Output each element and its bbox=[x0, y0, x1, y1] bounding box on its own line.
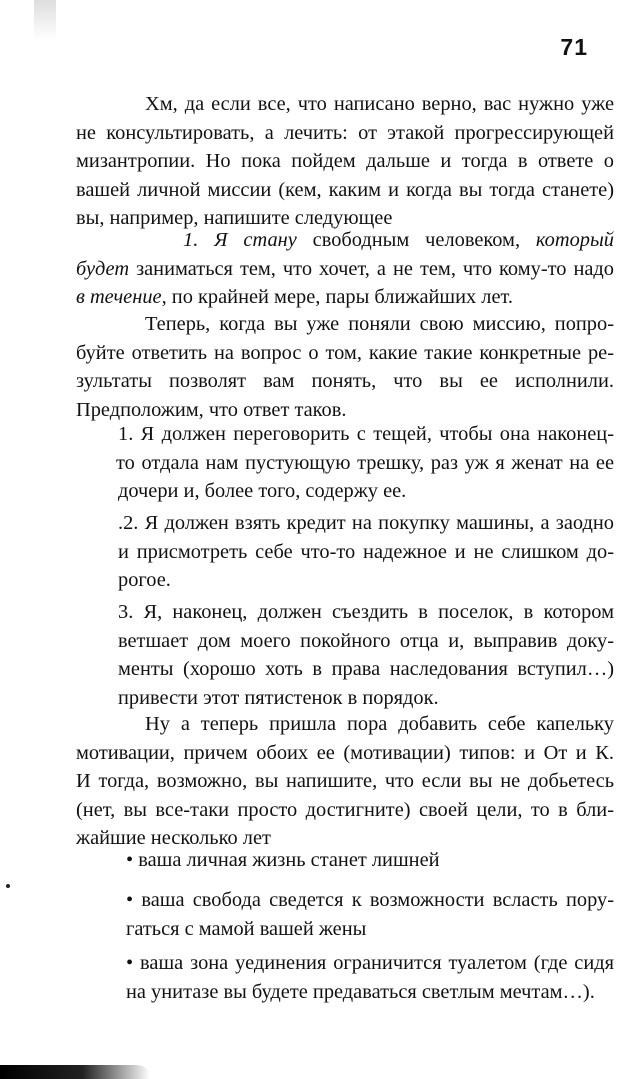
text-line: И тогда, возможно, вы напишите, что если вы не добьетесь bbox=[76, 770, 614, 792]
text-line: Предположим, что ответ таков. bbox=[76, 398, 347, 421]
scan-artifact-dot bbox=[6, 884, 10, 888]
text-line: и присмотреть себе что-то надежное и не слишком до- bbox=[118, 540, 614, 563]
result-item-2 bbox=[118, 509, 614, 595]
bullet-item-3 bbox=[126, 949, 614, 1006]
scan-artifact-top bbox=[34, 0, 56, 40]
text-line: Ну а теперь пришла пора добавить себе капельку bbox=[145, 713, 614, 735]
text-line: привести этот пятистенок в порядок. bbox=[118, 686, 439, 709]
text-line: зультаты позволят вам понять, что вы ее исполнили. bbox=[76, 370, 614, 392]
text-line: Хм, да если все, что написано верно, вас нужно уже bbox=[145, 93, 614, 115]
mission-emphasis: в течение bbox=[76, 286, 162, 308]
mission-emphasis: который bbox=[535, 229, 614, 251]
text-line bbox=[76, 226, 614, 255]
text-line: гаться с мамой вашей жены bbox=[126, 917, 367, 940]
text-line: буйте ответить на вопрос о том, какие такие конкретные ре- bbox=[76, 341, 614, 364]
bullet-item-1 bbox=[126, 846, 614, 875]
text-line: ветшает дом моего покойного отца и, выправив доку- bbox=[118, 629, 614, 652]
mission-number: 1. Я стану bbox=[183, 229, 297, 251]
text-line: то отдала нам пустующую трешку, раз уж я женат на ее bbox=[116, 451, 614, 474]
text-line: менты (хорошо хоть в права наследования вступил…) bbox=[118, 658, 614, 680]
text-line: мотивации, причем обоих ее (мотивации) типов: и От и К. bbox=[76, 741, 614, 764]
text-line: жайшие несколько лет bbox=[76, 827, 271, 849]
text-line: .2. Я должен взять кредит на покупку машины, а заодно bbox=[118, 512, 614, 534]
paragraph-intro bbox=[76, 90, 614, 233]
text-line: мизантропии. Но пока пойдем дальше и тогда в ответе о bbox=[76, 150, 614, 172]
mission-text: заниматься тем, что хочет, а не тем, что кому-то надо bbox=[129, 257, 614, 280]
paragraph-results-intro bbox=[76, 310, 614, 424]
text-line: (нет, вы все-таки просто достигните) своей цели, то в бли- bbox=[76, 798, 614, 821]
text-line: 1. Я должен переговорить с тещей, чтобы она наконец- bbox=[118, 423, 614, 445]
mission-text: , по крайней мере, пары ближайших лет. bbox=[161, 286, 514, 308]
result-item-3 bbox=[118, 598, 614, 712]
text-line: • ваша свобода сведется к возможности всласть пору- bbox=[126, 889, 614, 911]
text-line: • ваша личная жизнь станет лишней bbox=[126, 849, 440, 871]
text-line: рогое. bbox=[118, 569, 171, 591]
mission-text: свободным человеком, bbox=[296, 229, 536, 251]
page-number: 71 bbox=[560, 34, 588, 60]
scan-artifact-bottom bbox=[0, 1065, 150, 1079]
mission-emphasis: будет bbox=[76, 257, 130, 280]
paragraph-motivation bbox=[76, 710, 614, 853]
bullet-item-2 bbox=[126, 886, 614, 943]
text-line: • ваша зона уединения ограничится туалетом (где сидя bbox=[126, 952, 614, 974]
text-line: вы, например, напишите следующее bbox=[76, 207, 393, 229]
text-line bbox=[76, 283, 614, 312]
text-line bbox=[76, 255, 614, 284]
text-line: на унитазе вы будете предаваться светлым мечтам…). bbox=[126, 980, 595, 1003]
text-line: 3. Я, наконец, должен съездить в поселок, в котором bbox=[118, 601, 614, 623]
text-line: не консультировать, а лечить: от этакой прогрессирующей bbox=[76, 121, 614, 144]
result-item-1 bbox=[118, 420, 614, 506]
mission-statement bbox=[76, 226, 614, 312]
text-line: вашей личной миссии (кем, каким и когда вы тогда станете) bbox=[76, 178, 614, 201]
text-line: дочери и, более того, содержу ее. bbox=[118, 480, 407, 502]
text-line: Теперь, когда вы уже поняли свою миссию, попро- bbox=[145, 313, 614, 335]
